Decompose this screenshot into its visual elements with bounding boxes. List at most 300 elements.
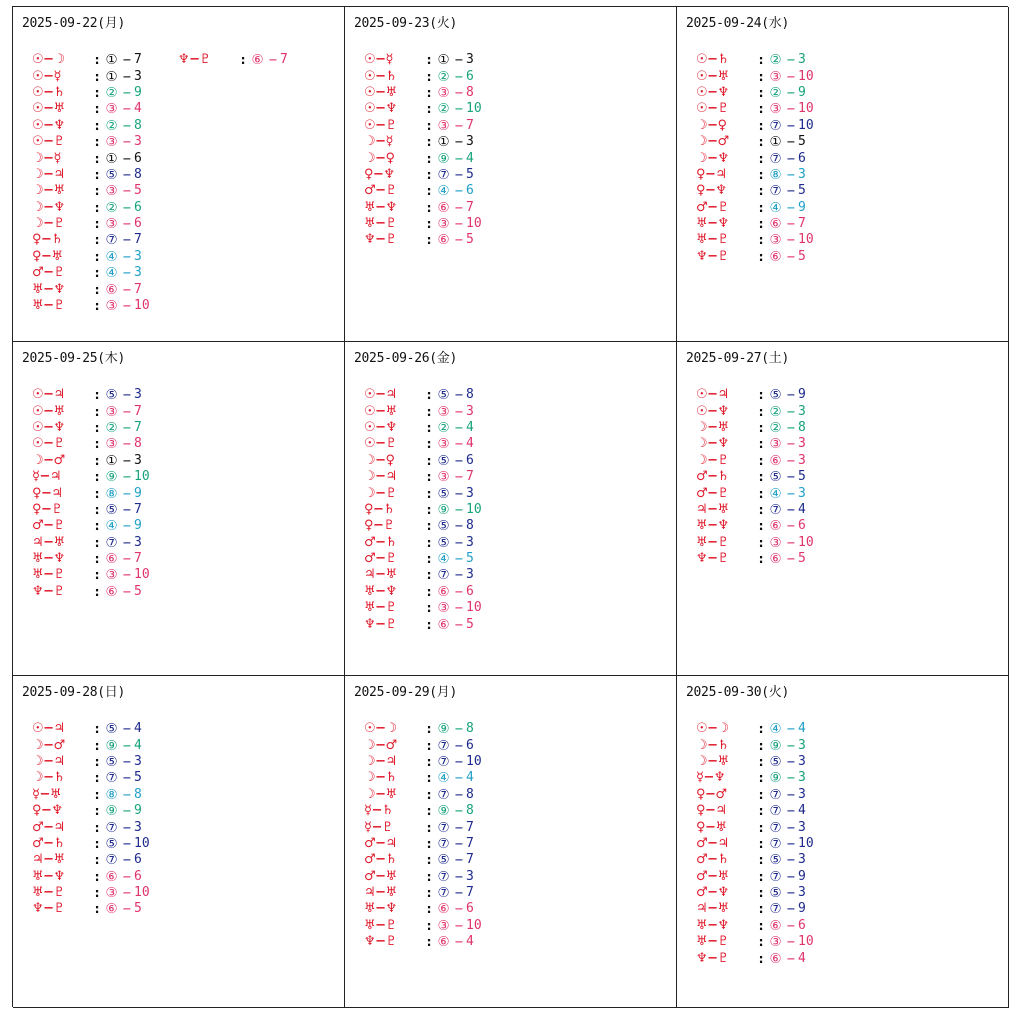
separator-dash: − <box>454 819 464 836</box>
aspect-pair: ♂−♇ <box>696 199 729 215</box>
day-cell <box>345 676 677 1008</box>
aspect-pair: ♅−♇ <box>32 567 65 583</box>
separator-colon: : <box>425 551 434 568</box>
aspect-value: 10 <box>798 934 814 950</box>
aspect-row <box>696 535 816 551</box>
aspect-value: 3 <box>134 265 142 281</box>
aspect-rank: ③ <box>105 216 118 233</box>
aspect-rank: ③ <box>105 134 118 151</box>
aspect-rank: ⑤ <box>105 753 118 770</box>
aspect-rank: ② <box>769 403 782 420</box>
aspect-pair: ☿−♃ <box>32 469 62 485</box>
aspect-value: 3 <box>134 819 142 835</box>
aspect-rank: ② <box>105 419 118 436</box>
day-cell <box>677 676 1009 1008</box>
aspect-pair: ♅−♇ <box>696 934 729 950</box>
aspect-pair: ♂−♇ <box>32 265 65 281</box>
aspect-pair: ♆−♇ <box>364 934 397 950</box>
separator-colon: : <box>757 835 766 852</box>
aspect-value: 8 <box>134 166 142 182</box>
aspect-row <box>32 68 152 84</box>
aspect-list-extra <box>178 52 298 68</box>
separator-colon: : <box>757 917 766 934</box>
aspect-row <box>696 453 816 469</box>
aspect-rank: ① <box>105 150 118 167</box>
separator-dash: − <box>122 150 132 167</box>
aspect-value: 10 <box>134 298 150 314</box>
aspect-row <box>696 787 816 803</box>
aspect-value: 5 <box>798 551 806 567</box>
aspect-rank: ② <box>769 419 782 436</box>
aspect-row <box>32 787 152 803</box>
separator-dash: − <box>454 452 464 469</box>
separator-dash: − <box>786 436 796 453</box>
separator-colon: : <box>425 786 434 803</box>
aspect-pair: ♂−♅ <box>364 868 397 884</box>
separator-dash: − <box>786 199 796 216</box>
aspect-value: 5 <box>798 248 806 264</box>
aspect-rank: ② <box>437 419 450 436</box>
aspect-rank: ⑤ <box>769 753 782 770</box>
aspect-pair: ☽−♂ <box>696 134 729 150</box>
aspect-rank: ③ <box>769 101 782 118</box>
aspect-rank: ③ <box>437 469 450 486</box>
day-date: 2025-09-28(日) <box>22 685 126 700</box>
aspect-rank: ⑦ <box>437 819 450 836</box>
aspect-pair: ♃−♅ <box>696 501 729 517</box>
day-date: 2025-09-24(水) <box>686 16 790 31</box>
aspect-rank: ⑥ <box>105 901 118 918</box>
aspect-rank: ⑤ <box>437 518 450 535</box>
aspect-rank: ③ <box>437 403 450 420</box>
aspect-rank: ③ <box>769 436 782 453</box>
aspect-pair: ☉−♇ <box>32 134 65 150</box>
aspect-value: 9 <box>798 901 806 917</box>
separator-colon: : <box>425 753 434 770</box>
aspect-row <box>696 918 816 934</box>
aspect-pair: ☉−♃ <box>696 387 729 403</box>
aspect-value: 3 <box>134 534 142 550</box>
aspect-row <box>696 232 816 248</box>
aspect-value: 6 <box>798 150 806 166</box>
aspect-value: 3 <box>134 134 142 150</box>
aspect-rank: ⑤ <box>437 387 450 404</box>
aspect-pair: ☉−♃ <box>32 721 65 737</box>
aspect-row <box>696 167 816 183</box>
aspect-row <box>364 535 484 551</box>
aspect-value: 5 <box>466 616 474 632</box>
aspect-rank: ③ <box>769 534 782 551</box>
aspect-pair: ☿−♅ <box>32 786 62 802</box>
aspect-pair: ☉−♅ <box>32 101 65 117</box>
separator-colon: : <box>93 52 102 69</box>
aspect-value: 7 <box>466 852 474 868</box>
separator-colon: : <box>757 852 766 869</box>
aspect-value: 4 <box>798 803 806 819</box>
aspect-row <box>364 551 484 567</box>
aspect-row <box>696 770 816 786</box>
aspect-rank: ⑥ <box>251 52 264 69</box>
aspect-pair: ☽−♀ <box>364 452 395 468</box>
day-cell <box>345 342 677 676</box>
aspect-row <box>696 737 816 753</box>
aspect-pair: ☉−♅ <box>696 68 729 84</box>
separator-colon: : <box>93 436 102 453</box>
separator-dash: − <box>454 419 464 436</box>
aspect-row <box>696 200 816 216</box>
aspect-pair: ☉−♇ <box>364 117 397 133</box>
separator-dash: − <box>454 518 464 535</box>
separator-colon: : <box>757 770 766 787</box>
aspect-value: 4 <box>466 934 474 950</box>
separator-colon: : <box>425 901 434 918</box>
aspect-value: 6 <box>466 183 474 199</box>
aspect-value: 7 <box>466 117 474 133</box>
aspect-value: 9 <box>134 485 142 501</box>
separator-colon: : <box>757 551 766 568</box>
aspect-rank: ① <box>105 52 118 69</box>
aspect-pair: ☉−♆ <box>364 419 397 435</box>
aspect-value: 7 <box>466 835 474 851</box>
separator-dash: − <box>122 232 132 249</box>
aspect-row <box>32 200 152 216</box>
aspect-row <box>32 754 152 770</box>
aspect-pair: ☽−☿ <box>32 150 62 166</box>
separator-colon: : <box>93 551 102 568</box>
aspect-rank: ④ <box>437 551 450 568</box>
aspect-row <box>32 265 152 281</box>
separator-colon: : <box>757 134 766 151</box>
day-cell <box>13 676 345 1008</box>
separator-colon: : <box>757 52 766 69</box>
aspect-rank: ② <box>437 68 450 85</box>
aspect-value: 9 <box>798 387 806 403</box>
aspect-rank: ⑦ <box>769 786 782 803</box>
aspect-pair: ♂−♇ <box>364 183 397 199</box>
separator-colon: : <box>93 452 102 469</box>
aspect-value: 7 <box>134 551 142 567</box>
aspect-pair: ♂−♇ <box>364 551 397 567</box>
aspect-row <box>696 469 816 485</box>
aspect-rank: ⑨ <box>105 469 118 486</box>
aspect-row <box>32 183 152 199</box>
aspect-pair: ☉−♄ <box>696 52 729 68</box>
aspect-pair: ♃−♅ <box>32 852 65 868</box>
separator-colon: : <box>425 117 434 134</box>
aspect-row <box>696 403 816 419</box>
separator-dash: − <box>786 248 796 265</box>
separator-dash: − <box>122 786 132 803</box>
aspect-pair: ☉−♆ <box>32 419 65 435</box>
separator-colon: : <box>757 518 766 535</box>
aspect-row <box>32 803 152 819</box>
separator-colon: : <box>425 403 434 420</box>
aspect-value: 7 <box>134 52 142 68</box>
separator-colon: : <box>425 452 434 469</box>
aspect-pair: ☉−☿ <box>364 52 394 68</box>
separator-dash: − <box>122 248 132 265</box>
separator-colon: : <box>757 786 766 803</box>
aspect-row <box>696 518 816 534</box>
aspect-pair: ☽−♄ <box>696 737 729 753</box>
day-date: 2025-09-22(月) <box>22 16 126 31</box>
aspect-value: 7 <box>280 52 288 68</box>
aspect-row <box>364 216 484 232</box>
separator-colon: : <box>425 68 434 85</box>
separator-colon: : <box>757 150 766 167</box>
separator-dash: − <box>454 183 464 200</box>
aspect-pair: ♆−♇ <box>32 901 65 917</box>
separator-colon: : <box>93 403 102 420</box>
separator-colon: : <box>93 265 102 282</box>
aspect-pair: ♂−♇ <box>696 485 729 501</box>
separator-colon: : <box>93 232 102 249</box>
aspect-rank: ② <box>769 84 782 101</box>
aspect-value: 9 <box>798 84 806 100</box>
aspect-value: 8 <box>466 721 474 737</box>
separator-colon: : <box>425 803 434 820</box>
aspect-pair: ♃−♅ <box>364 567 397 583</box>
separator-colon: : <box>425 737 434 754</box>
aspect-pair: ☽−♇ <box>696 452 729 468</box>
aspect-row <box>364 118 484 134</box>
aspect-pair: ♀−♆ <box>696 183 727 199</box>
aspect-value: 3 <box>798 786 806 802</box>
separator-dash: − <box>122 885 132 902</box>
separator-dash: − <box>454 501 464 518</box>
day-date: 2025-09-25(木) <box>22 351 126 366</box>
separator-dash: − <box>122 452 132 469</box>
separator-colon: : <box>425 600 434 617</box>
aspect-value: 5 <box>134 583 142 599</box>
separator-colon: : <box>93 534 102 551</box>
aspect-value: 10 <box>466 600 482 616</box>
aspect-rank: ⑦ <box>105 852 118 869</box>
aspect-pair: ♂−♄ <box>696 469 729 485</box>
separator-dash: − <box>786 950 796 967</box>
day-cell <box>677 7 1009 342</box>
aspect-value: 3 <box>798 753 806 769</box>
aspect-row <box>32 502 152 518</box>
separator-colon: : <box>757 166 766 183</box>
aspect-pair: ♃−♅ <box>364 885 397 901</box>
aspect-pair: ♆−♇ <box>364 616 397 632</box>
aspect-row <box>364 167 484 183</box>
aspect-value: 3 <box>798 436 806 452</box>
aspect-value: 7 <box>134 501 142 517</box>
aspect-value: 8 <box>466 387 474 403</box>
aspect-value: 3 <box>798 403 806 419</box>
separator-colon: : <box>93 803 102 820</box>
aspect-row <box>32 721 152 737</box>
aspect-rank: ④ <box>437 770 450 787</box>
aspect-row <box>32 101 152 117</box>
aspect-pair: ♆−♇ <box>32 583 65 599</box>
aspect-row <box>696 216 816 232</box>
separator-colon: : <box>757 403 766 420</box>
aspect-row <box>32 403 152 419</box>
aspect-pair: ♅−♇ <box>364 600 397 616</box>
aspect-row <box>696 852 816 868</box>
aspect-pair: ♅−♆ <box>696 216 729 232</box>
aspect-row <box>696 485 816 501</box>
separator-colon: : <box>425 387 434 404</box>
aspect-row <box>696 68 816 84</box>
separator-dash: − <box>454 803 464 820</box>
aspect-row <box>696 101 816 117</box>
aspect-pair: ☿−♄ <box>364 803 394 819</box>
aspect-row <box>696 803 816 819</box>
aspect-rank: ① <box>769 134 782 151</box>
separator-colon: : <box>757 934 766 951</box>
separator-colon: : <box>425 819 434 836</box>
separator-colon: : <box>425 84 434 101</box>
separator-colon: : <box>757 68 766 85</box>
separator-colon: : <box>93 419 102 436</box>
aspect-rank: ① <box>105 452 118 469</box>
aspect-pair: ☽−♄ <box>364 770 397 786</box>
aspect-value: 5 <box>466 551 474 567</box>
aspect-value: 4 <box>134 721 142 737</box>
separator-colon: : <box>425 485 434 502</box>
aspect-pair: ☉−♇ <box>696 101 729 117</box>
separator-colon: : <box>425 469 434 486</box>
separator-dash: − <box>786 150 796 167</box>
aspect-pair: ☽−♅ <box>32 183 65 199</box>
separator-dash: − <box>454 885 464 902</box>
aspect-row <box>32 167 152 183</box>
separator-colon: : <box>757 534 766 551</box>
aspect-rank: ⑨ <box>437 150 450 167</box>
aspect-value: 4 <box>134 737 142 753</box>
aspect-pair: ♅−♆ <box>696 917 729 933</box>
separator-dash: − <box>122 134 132 151</box>
aspect-value: 3 <box>466 567 474 583</box>
aspect-row <box>364 836 484 852</box>
separator-dash: − <box>122 281 132 298</box>
separator-dash: − <box>786 934 796 951</box>
aspect-pair: ♅−♆ <box>364 901 397 917</box>
aspect-row <box>364 770 484 786</box>
separator-dash: − <box>122 469 132 486</box>
separator-dash: − <box>122 298 132 315</box>
separator-dash: − <box>122 852 132 869</box>
aspect-row <box>364 754 484 770</box>
aspect-row <box>364 518 484 534</box>
aspect-value: 3 <box>798 452 806 468</box>
aspect-row <box>696 901 816 917</box>
aspect-value: 6 <box>134 199 142 215</box>
aspect-row <box>32 869 152 885</box>
aspect-value: 6 <box>798 518 806 534</box>
separator-dash: − <box>122 835 132 852</box>
separator-dash: − <box>786 452 796 469</box>
aspect-row <box>32 298 152 314</box>
aspect-rank: ② <box>105 117 118 134</box>
aspect-value: 9 <box>134 803 142 819</box>
aspect-pair: ♂−♃ <box>696 835 729 851</box>
separator-dash: − <box>122 501 132 518</box>
separator-dash: − <box>454 232 464 249</box>
aspect-value: 5 <box>466 166 474 182</box>
aspect-rank: ③ <box>105 101 118 118</box>
aspect-value: 3 <box>798 737 806 753</box>
aspect-rank: ⑤ <box>437 485 450 502</box>
aspect-row <box>364 901 484 917</box>
aspect-pair: ☉−☽ <box>696 721 729 737</box>
aspect-row <box>32 453 152 469</box>
aspect-value: 6 <box>466 583 474 599</box>
separator-dash: − <box>786 485 796 502</box>
aspect-value: 10 <box>798 101 814 117</box>
aspect-rank: ⑦ <box>105 819 118 836</box>
separator-dash: − <box>786 216 796 233</box>
separator-colon: : <box>757 819 766 836</box>
aspect-pair: ♅−♇ <box>32 885 65 901</box>
aspect-pair: ☽−♄ <box>32 770 65 786</box>
separator-dash: − <box>454 868 464 885</box>
aspect-value: 8 <box>798 419 806 435</box>
aspect-rank: ⑦ <box>769 183 782 200</box>
separator-colon: : <box>757 199 766 216</box>
separator-dash: − <box>122 183 132 200</box>
aspect-rank: ③ <box>105 436 118 453</box>
aspect-row <box>364 600 484 616</box>
aspect-pair: ☉−♆ <box>696 84 729 100</box>
separator-dash: − <box>122 518 132 535</box>
separator-colon: : <box>425 852 434 869</box>
aspect-pair: ♀−♆ <box>364 166 395 182</box>
separator-colon: : <box>93 583 102 600</box>
aspect-value: 4 <box>466 150 474 166</box>
separator-colon: : <box>757 117 766 134</box>
aspect-value: 10 <box>466 216 482 232</box>
day-cell <box>13 7 345 342</box>
aspect-pair: ☉−♄ <box>364 68 397 84</box>
aspect-row <box>364 721 484 737</box>
aspect-rank: ⑦ <box>437 753 450 770</box>
calendar-grid <box>12 6 1008 1007</box>
aspect-value: 10 <box>134 567 150 583</box>
aspect-pair: ☽−☿ <box>364 134 394 150</box>
separator-dash: − <box>786 819 796 836</box>
separator-dash: − <box>122 199 132 216</box>
aspect-pair: ♂−♅ <box>696 868 729 884</box>
aspect-pair: ☽−♃ <box>32 166 65 182</box>
aspect-pair: ♂−♃ <box>364 835 397 851</box>
separator-colon: : <box>425 199 434 216</box>
aspect-value: 4 <box>798 721 806 737</box>
aspect-value: 10 <box>466 501 482 517</box>
aspect-row <box>32 85 152 101</box>
aspect-value: 6 <box>134 150 142 166</box>
aspect-value: 10 <box>798 835 814 851</box>
aspect-pair: ☉−☿ <box>32 68 62 84</box>
aspect-list <box>32 387 152 600</box>
aspect-value: 3 <box>798 885 806 901</box>
aspect-pair: ☉−♄ <box>32 84 65 100</box>
separator-dash: − <box>786 501 796 518</box>
separator-dash: − <box>786 469 796 486</box>
separator-colon: : <box>93 298 102 315</box>
aspect-value: 9 <box>798 868 806 884</box>
separator-colon: : <box>425 721 434 738</box>
aspect-row <box>364 403 484 419</box>
aspect-rank: ⑥ <box>437 934 450 951</box>
separator-dash: − <box>786 534 796 551</box>
aspect-rank: ⑥ <box>437 583 450 600</box>
aspect-value: 4 <box>466 436 474 452</box>
